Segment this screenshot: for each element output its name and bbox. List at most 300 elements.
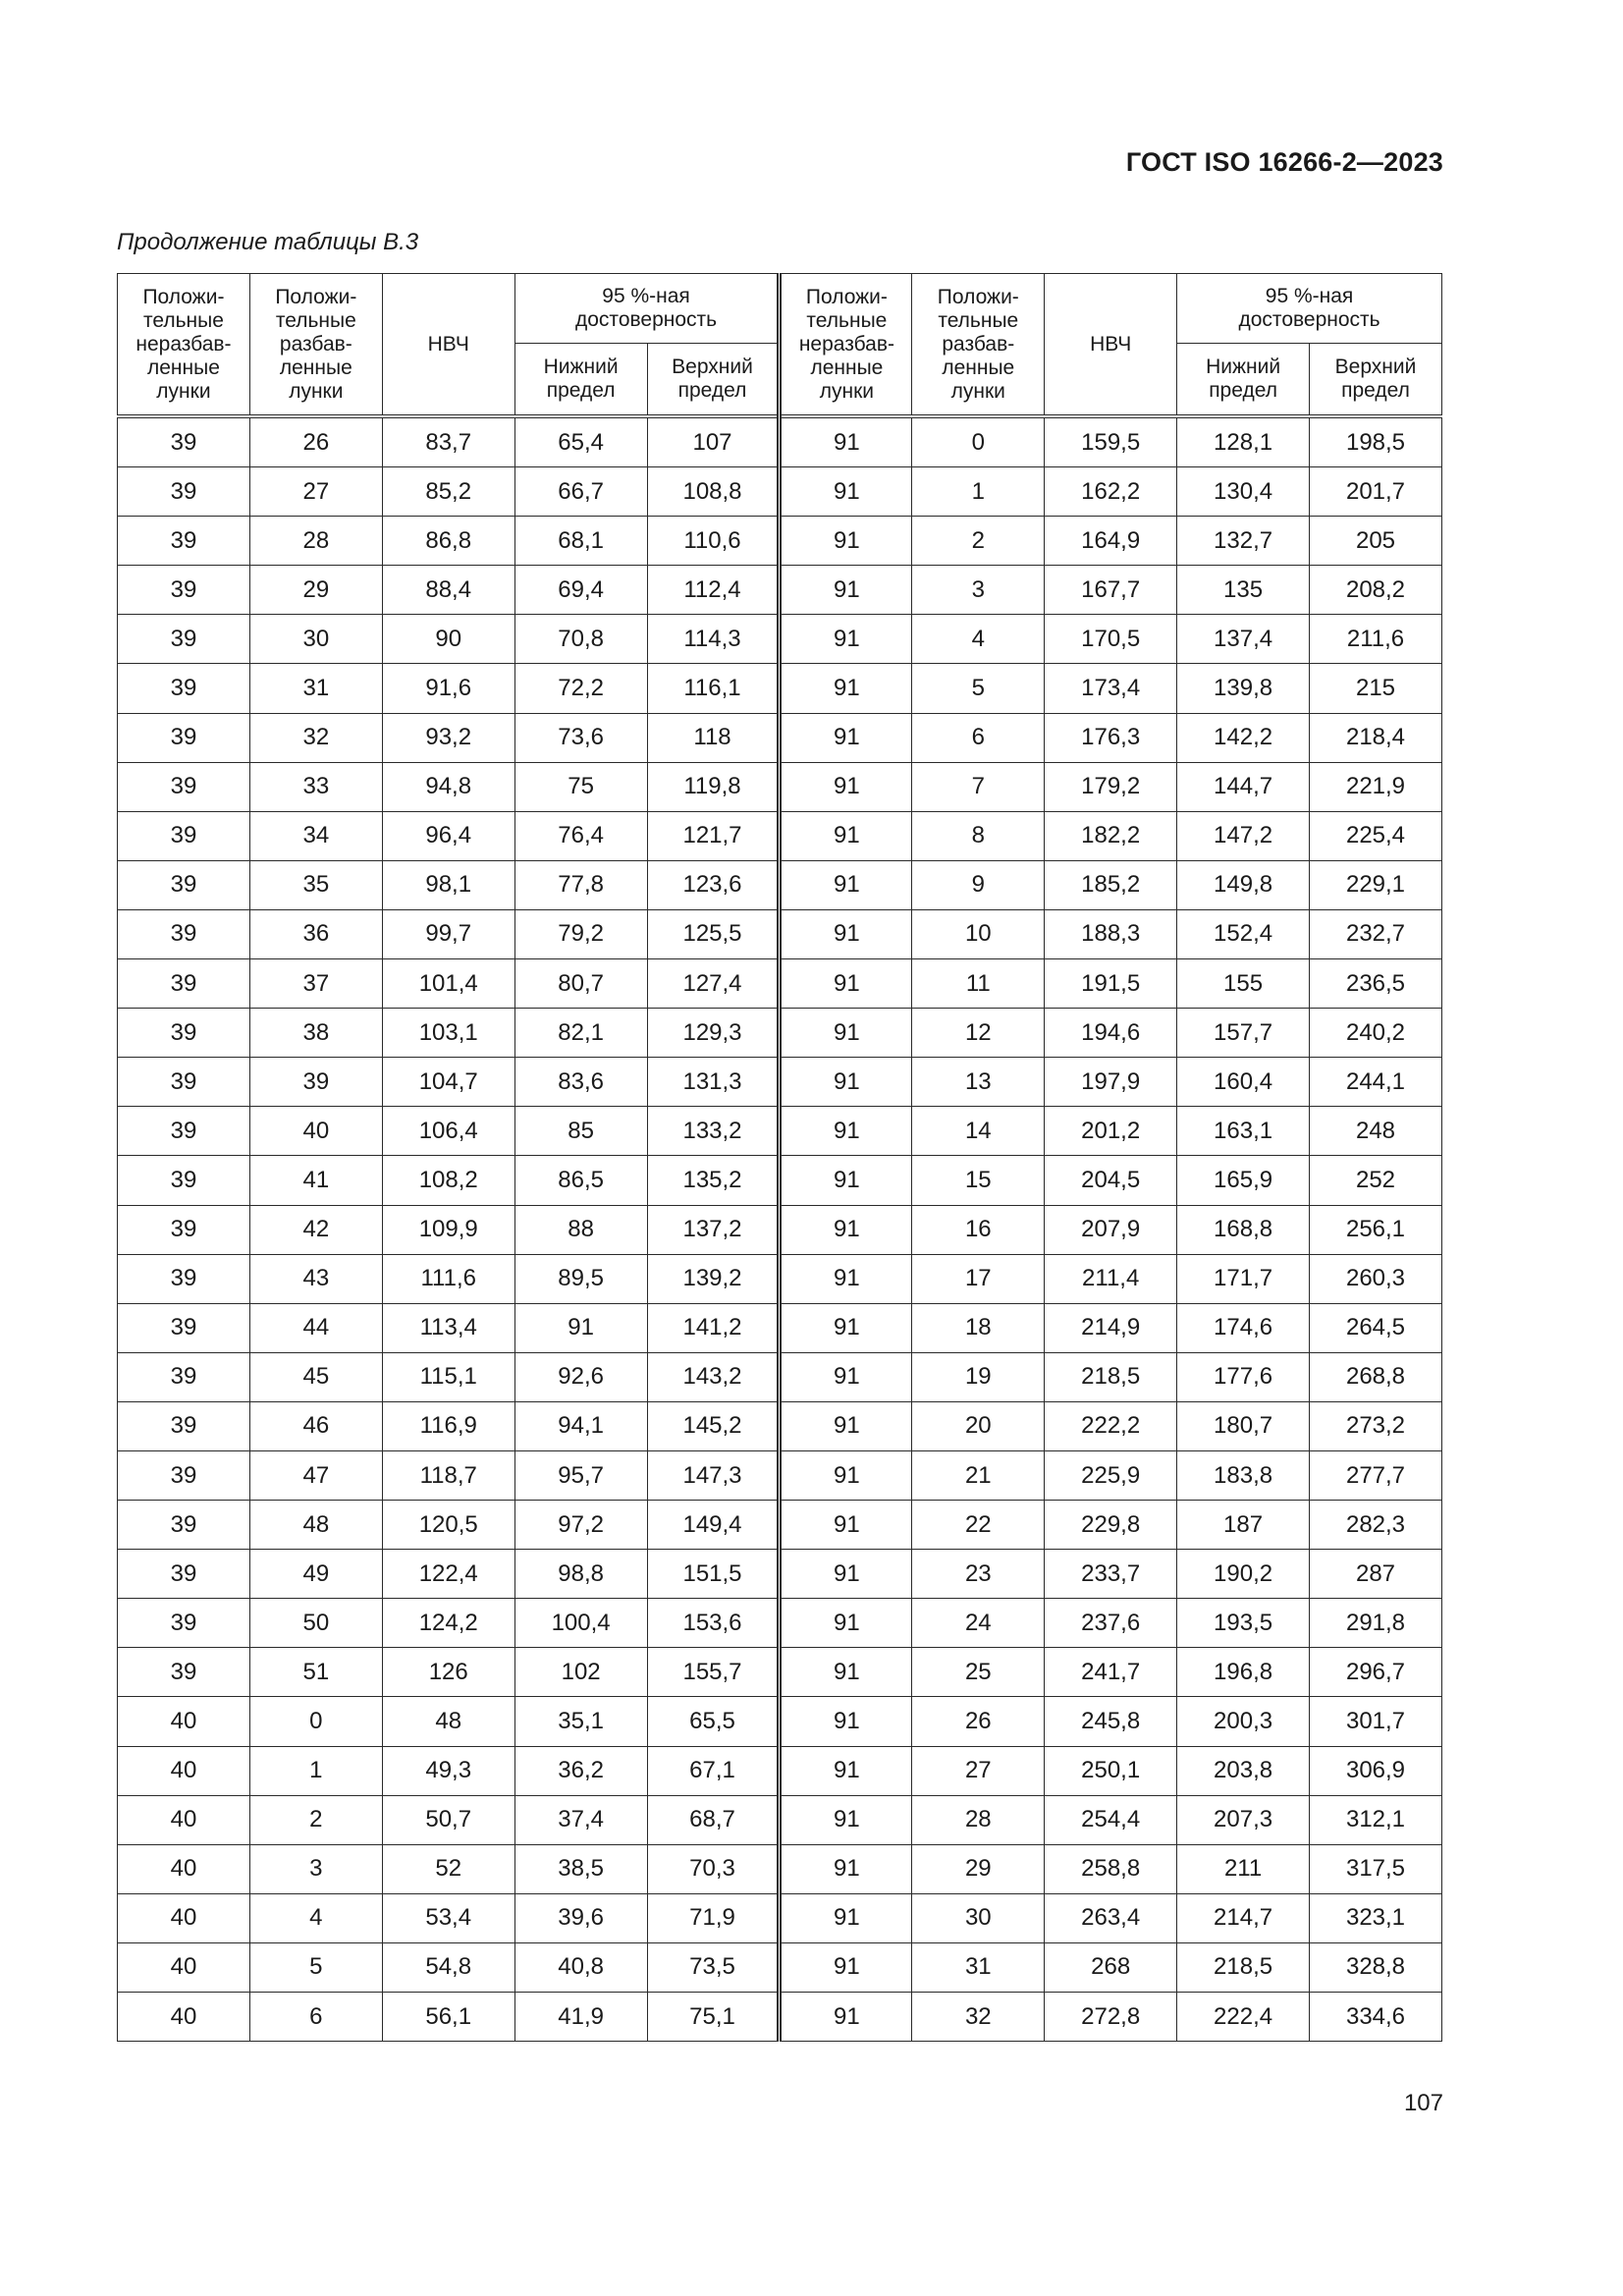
table-cell: 196,8	[1177, 1648, 1310, 1697]
table-cell: 137,2	[647, 1205, 780, 1254]
table-cell: 91	[780, 467, 912, 517]
table-cell: 215	[1310, 664, 1442, 713]
table-cell: 79,2	[514, 909, 647, 958]
table-cell: 37,4	[514, 1795, 647, 1844]
table-cell: 174,6	[1177, 1303, 1310, 1352]
table-cell: 91	[780, 1697, 912, 1746]
table-cell: 70,8	[514, 615, 647, 664]
table-cell: 13	[912, 1058, 1045, 1107]
table-cell: 40	[118, 1993, 250, 2042]
table-cell: 30	[249, 615, 382, 664]
table-row	[118, 1107, 1442, 1156]
table-cell: 46	[249, 1401, 382, 1450]
table-cell: 39	[118, 566, 250, 615]
table-cell: 91	[780, 1156, 912, 1205]
table-cell: 208,2	[1310, 566, 1442, 615]
table-cell: 35,1	[514, 1697, 647, 1746]
table-cell: 77,8	[514, 860, 647, 909]
table-cell: 194,6	[1045, 1009, 1177, 1058]
table-cell: 40	[118, 1746, 250, 1795]
table-cell: 222,2	[1045, 1401, 1177, 1450]
table-cell: 26	[912, 1697, 1045, 1746]
table-cell: 139,2	[647, 1254, 780, 1303]
header-positive-undiluted: Положи- тельные неразбав- ленные лунки	[118, 274, 250, 417]
table-cell: 171,7	[1177, 1254, 1310, 1303]
table-cell: 7	[912, 762, 1045, 811]
table-cell: 159,5	[1045, 416, 1177, 467]
table-cell: 91	[780, 909, 912, 958]
table-cell: 36	[249, 909, 382, 958]
table-cell: 39	[118, 959, 250, 1009]
table-cell: 187	[1177, 1501, 1310, 1550]
table-cell: 91	[780, 713, 912, 762]
table-row	[118, 517, 1442, 566]
header-positive-undiluted: Положи- тельные неразбав- ленные лунки	[780, 274, 912, 417]
table-cell: 125,5	[647, 909, 780, 958]
table-cell: 188,3	[1045, 909, 1177, 958]
table-cell: 127,4	[647, 959, 780, 1009]
table-cell: 180,7	[1177, 1401, 1310, 1450]
table-cell: 162,2	[1045, 467, 1177, 517]
table-cell: 71,9	[647, 1893, 780, 1942]
table-cell: 185,2	[1045, 860, 1177, 909]
table-cell: 91	[780, 1993, 912, 2042]
table-row	[118, 1501, 1442, 1550]
table-cell: 1	[249, 1746, 382, 1795]
table-cell: 86,5	[514, 1156, 647, 1205]
table-cell: 164,9	[1045, 517, 1177, 566]
header-upper-limit: Верхний предел	[1310, 344, 1442, 417]
table-cell: 48	[382, 1697, 514, 1746]
table-cell: 110,6	[647, 517, 780, 566]
table-row	[118, 1893, 1442, 1942]
table-row	[118, 664, 1442, 713]
table-row	[118, 909, 1442, 958]
table-cell: 92,6	[514, 1352, 647, 1401]
table-cell: 73,5	[647, 1942, 780, 1992]
table-cell: 282,3	[1310, 1501, 1442, 1550]
table-cell: 93,2	[382, 713, 514, 762]
table-cell: 91	[780, 416, 912, 467]
table-cell: 41	[249, 1156, 382, 1205]
table-cell: 91	[780, 959, 912, 1009]
table-cell: 28	[912, 1795, 1045, 1844]
table-cell: 43	[249, 1254, 382, 1303]
table-cell: 86,8	[382, 517, 514, 566]
table-cell: 91	[780, 1352, 912, 1401]
table-cell: 264,5	[1310, 1303, 1442, 1352]
header-positive-diluted: Положи- тельные разбав- ленные лунки	[912, 274, 1045, 417]
table-cell: 129,3	[647, 1009, 780, 1058]
table-cell: 96,4	[382, 811, 514, 860]
table-cell: 102	[514, 1648, 647, 1697]
table-row	[118, 860, 1442, 909]
table-cell: 107	[647, 416, 780, 467]
table-cell: 39	[118, 1058, 250, 1107]
table-cell: 35	[249, 860, 382, 909]
table-cell: 66,7	[514, 467, 647, 517]
table-cell: 153,6	[647, 1599, 780, 1648]
table-cell: 22	[912, 1501, 1045, 1550]
table-cell: 222,4	[1177, 1993, 1310, 2042]
table-cell: 39	[118, 762, 250, 811]
table-cell: 40	[118, 1942, 250, 1992]
table-cell: 149,4	[647, 1501, 780, 1550]
table-cell: 39	[118, 1648, 250, 1697]
table-cell: 101,4	[382, 959, 514, 1009]
table-cell: 2	[249, 1795, 382, 1844]
table-cell: 147,3	[647, 1450, 780, 1500]
table-cell: 18	[912, 1303, 1045, 1352]
table-cell: 306,9	[1310, 1746, 1442, 1795]
table-cell: 291,8	[1310, 1599, 1442, 1648]
table-cell: 91	[780, 1107, 912, 1156]
table-cell: 91	[780, 517, 912, 566]
table-cell: 91	[780, 1254, 912, 1303]
table-row	[118, 1993, 1442, 2042]
table-cell: 116,9	[382, 1401, 514, 1450]
table-cell: 73,6	[514, 713, 647, 762]
table-row	[118, 1401, 1442, 1450]
table-cell: 123,6	[647, 860, 780, 909]
table-cell: 167,7	[1045, 566, 1177, 615]
table-cell: 218,5	[1177, 1942, 1310, 1992]
table-cell: 0	[249, 1697, 382, 1746]
table-cell: 160,4	[1177, 1058, 1310, 1107]
table-cell: 91	[780, 1599, 912, 1648]
table-cell: 10	[912, 909, 1045, 958]
table-cell: 6	[912, 713, 1045, 762]
table-row	[118, 1205, 1442, 1254]
header-lower-limit: Нижний предел	[1177, 344, 1310, 417]
table-cell: 36,2	[514, 1746, 647, 1795]
table-cell: 76,4	[514, 811, 647, 860]
table-cell: 193,5	[1177, 1599, 1310, 1648]
table-cell: 26	[249, 416, 382, 467]
table-cell: 50,7	[382, 1795, 514, 1844]
table-cell: 39	[118, 1450, 250, 1500]
table-cell: 88	[514, 1205, 647, 1254]
table-cell: 39	[118, 1205, 250, 1254]
table-row	[118, 1550, 1442, 1599]
table-cell: 42	[249, 1205, 382, 1254]
table-cell: 39	[118, 860, 250, 909]
table-cell: 260,3	[1310, 1254, 1442, 1303]
table-cell: 91	[780, 1746, 912, 1795]
table-cell: 203,8	[1177, 1746, 1310, 1795]
table-cell: 91	[780, 1844, 912, 1893]
table-cell: 31	[249, 664, 382, 713]
table-cell: 85,2	[382, 467, 514, 517]
table-cell: 39	[118, 1303, 250, 1352]
table-cell: 24	[912, 1599, 1045, 1648]
table-cell: 113,4	[382, 1303, 514, 1352]
table-cell: 91	[780, 860, 912, 909]
table-cell: 21	[912, 1450, 1045, 1500]
table-cell: 232,7	[1310, 909, 1442, 958]
table-cell: 40	[118, 1697, 250, 1746]
table-cell: 20	[912, 1401, 1045, 1450]
table-cell: 39	[118, 1599, 250, 1648]
table-cell: 83,6	[514, 1058, 647, 1107]
table-cell: 11	[912, 959, 1045, 1009]
table-cell: 23	[912, 1550, 1045, 1599]
table-cell: 12	[912, 1009, 1045, 1058]
table-cell: 94,1	[514, 1401, 647, 1450]
table-cell: 240,2	[1310, 1009, 1442, 1058]
table-row	[118, 959, 1442, 1009]
header-mpn: НВЧ	[1045, 274, 1177, 417]
table-cell: 91	[514, 1303, 647, 1352]
table-cell: 97,2	[514, 1501, 647, 1550]
table-cell: 91	[780, 1303, 912, 1352]
table-cell: 225,4	[1310, 811, 1442, 860]
table-cell: 204,5	[1045, 1156, 1177, 1205]
table-cell: 33	[249, 762, 382, 811]
header-confidence: 95 %-ная достоверность	[1177, 274, 1442, 344]
table-cell: 124,2	[382, 1599, 514, 1648]
table-cell: 317,5	[1310, 1844, 1442, 1893]
table-cell: 32	[249, 713, 382, 762]
table-cell: 38,5	[514, 1844, 647, 1893]
table-cell: 273,2	[1310, 1401, 1442, 1450]
table-cell: 236,5	[1310, 959, 1442, 1009]
table-cell: 144,7	[1177, 762, 1310, 811]
table-row	[118, 1254, 1442, 1303]
table-cell: 39	[118, 615, 250, 664]
table-cell: 88,4	[382, 566, 514, 615]
table-cell: 241,7	[1045, 1648, 1177, 1697]
table-cell: 98,1	[382, 860, 514, 909]
table-cell: 72,2	[514, 664, 647, 713]
table-cell: 143,2	[647, 1352, 780, 1401]
table-cell: 47	[249, 1450, 382, 1500]
table-cell: 67,1	[647, 1746, 780, 1795]
table-cell: 245,8	[1045, 1697, 1177, 1746]
header-mpn: НВЧ	[382, 274, 514, 417]
table-row	[118, 762, 1442, 811]
table-cell: 250,1	[1045, 1746, 1177, 1795]
header-upper-limit: Верхний предел	[647, 344, 780, 417]
table-cell: 39	[249, 1058, 382, 1107]
table-row	[118, 1648, 1442, 1697]
table-row	[118, 1156, 1442, 1205]
table-cell: 272,8	[1045, 1993, 1177, 2042]
table-cell: 83,7	[382, 416, 514, 467]
table-cell: 65,4	[514, 416, 647, 467]
table-cell: 177,6	[1177, 1352, 1310, 1401]
table-cell: 258,8	[1045, 1844, 1177, 1893]
table-cell: 218,5	[1045, 1352, 1177, 1401]
table-cell: 45	[249, 1352, 382, 1401]
table-cell: 94,8	[382, 762, 514, 811]
table-cell: 99,7	[382, 909, 514, 958]
mpn-table	[117, 273, 1442, 2042]
table-cell: 139,8	[1177, 664, 1310, 713]
table-cell: 31	[912, 1942, 1045, 1992]
table-cell: 14	[912, 1107, 1045, 1156]
table-cell: 115,1	[382, 1352, 514, 1401]
table-cell: 39	[118, 1009, 250, 1058]
table-cell: 108,2	[382, 1156, 514, 1205]
table-cell: 149,8	[1177, 860, 1310, 909]
table-cell: 147,2	[1177, 811, 1310, 860]
table-cell: 3	[912, 566, 1045, 615]
table-cell: 39	[118, 467, 250, 517]
table-cell: 151,5	[647, 1550, 780, 1599]
table-cell: 53,4	[382, 1893, 514, 1942]
table-cell: 207,3	[1177, 1795, 1310, 1844]
table-cell: 201,2	[1045, 1107, 1177, 1156]
table-cell: 170,5	[1045, 615, 1177, 664]
table-cell: 40,8	[514, 1942, 647, 1992]
table-cell: 108,8	[647, 467, 780, 517]
table-cell: 39	[118, 664, 250, 713]
table-cell: 38	[249, 1009, 382, 1058]
table-cell: 91	[780, 1058, 912, 1107]
table-cell: 334,6	[1310, 1993, 1442, 2042]
table-cell: 40	[118, 1795, 250, 1844]
table-cell: 126	[382, 1648, 514, 1697]
table-cell: 137,4	[1177, 615, 1310, 664]
table-cell: 98,8	[514, 1550, 647, 1599]
table-cell: 114,3	[647, 615, 780, 664]
table-cell: 56,1	[382, 1993, 514, 2042]
table-cell: 109,9	[382, 1205, 514, 1254]
header-lower-limit: Нижний предел	[514, 344, 647, 417]
table-cell: 5	[249, 1942, 382, 1992]
table-row	[118, 1352, 1442, 1401]
table-cell: 179,2	[1045, 762, 1177, 811]
table-cell: 252	[1310, 1156, 1442, 1205]
table-cell: 312,1	[1310, 1795, 1442, 1844]
table-cell: 254,4	[1045, 1795, 1177, 1844]
table-cell: 128,1	[1177, 416, 1310, 467]
table-row	[118, 1844, 1442, 1893]
table-cell: 68,7	[647, 1795, 780, 1844]
table-cell: 198,5	[1310, 416, 1442, 467]
table-cell: 91	[780, 1550, 912, 1599]
table-cell: 39	[118, 416, 250, 467]
table-cell: 218,4	[1310, 713, 1442, 762]
table-cell: 103,1	[382, 1009, 514, 1058]
table-cell: 112,4	[647, 566, 780, 615]
table-cell: 183,8	[1177, 1450, 1310, 1500]
table-cell: 182,2	[1045, 811, 1177, 860]
table-cell: 1	[912, 467, 1045, 517]
table-cell: 200,3	[1177, 1697, 1310, 1746]
table-cell: 277,7	[1310, 1450, 1442, 1500]
table-row	[118, 1746, 1442, 1795]
table-cell: 0	[912, 416, 1045, 467]
table-cell: 328,8	[1310, 1942, 1442, 1992]
table-cell: 91	[780, 1648, 912, 1697]
table-caption: Продолжение таблицы В.3	[117, 229, 419, 255]
table-cell: 39	[118, 811, 250, 860]
table-cell: 211	[1177, 1844, 1310, 1893]
table-cell: 6	[249, 1993, 382, 2042]
table-cell: 157,7	[1177, 1009, 1310, 1058]
table-cell: 233,7	[1045, 1550, 1177, 1599]
table-cell: 191,5	[1045, 959, 1177, 1009]
table-cell: 91	[780, 811, 912, 860]
table-cell: 27	[249, 467, 382, 517]
table-row	[118, 713, 1442, 762]
table-cell: 29	[249, 566, 382, 615]
table-cell: 141,2	[647, 1303, 780, 1352]
table-cell: 48	[249, 1501, 382, 1550]
table-cell: 104,7	[382, 1058, 514, 1107]
table-cell: 287	[1310, 1550, 1442, 1599]
table-cell: 323,1	[1310, 1893, 1442, 1942]
table-row	[118, 467, 1442, 517]
table-body	[118, 416, 1442, 2042]
table-cell: 50	[249, 1599, 382, 1648]
table-cell: 39	[118, 909, 250, 958]
table-row	[118, 1942, 1442, 1992]
document-code: ГОСТ ISO 16266-2—2023	[1125, 147, 1443, 177]
table-cell: 91	[780, 1501, 912, 1550]
table-cell: 122,4	[382, 1550, 514, 1599]
table-cell: 29	[912, 1844, 1045, 1893]
table-row	[118, 1795, 1442, 1844]
table-cell: 40	[249, 1107, 382, 1156]
table-cell: 165,9	[1177, 1156, 1310, 1205]
table-cell: 39	[118, 713, 250, 762]
table-cell: 4	[912, 615, 1045, 664]
table-cell: 40	[118, 1844, 250, 1893]
table-cell: 116,1	[647, 664, 780, 713]
table-row	[118, 566, 1442, 615]
table-cell: 39	[118, 1401, 250, 1450]
table-cell: 91	[780, 1401, 912, 1450]
table-cell: 5	[912, 664, 1045, 713]
table-cell: 91	[780, 1893, 912, 1942]
table-cell: 91	[780, 1009, 912, 1058]
table-row	[118, 1303, 1442, 1352]
table-cell: 4	[249, 1893, 382, 1942]
table-cell: 91	[780, 762, 912, 811]
table-cell: 118	[647, 713, 780, 762]
table-cell: 197,9	[1045, 1058, 1177, 1107]
table-cell: 16	[912, 1205, 1045, 1254]
table-cell: 39	[118, 517, 250, 566]
table-cell: 256,1	[1310, 1205, 1442, 1254]
table-cell: 39,6	[514, 1893, 647, 1942]
table-cell: 207,9	[1045, 1205, 1177, 1254]
table-cell: 145,2	[647, 1401, 780, 1450]
table-cell: 69,4	[514, 566, 647, 615]
table-cell: 70,3	[647, 1844, 780, 1893]
table-cell: 32	[912, 1993, 1045, 2042]
table-cell: 229,8	[1045, 1501, 1177, 1550]
table-cell: 49,3	[382, 1746, 514, 1795]
table-cell: 91	[780, 664, 912, 713]
table-row	[118, 1599, 1442, 1648]
table-row	[118, 1450, 1442, 1500]
table-cell: 142,2	[1177, 713, 1310, 762]
table-cell: 39	[118, 1550, 250, 1599]
table-cell: 173,4	[1045, 664, 1177, 713]
table-row	[118, 811, 1442, 860]
table-cell: 90	[382, 615, 514, 664]
table-cell: 91	[780, 1795, 912, 1844]
table-cell: 214,7	[1177, 1893, 1310, 1942]
page-number: 107	[1403, 2090, 1443, 2116]
table-cell: 65,5	[647, 1697, 780, 1746]
table-row	[118, 1058, 1442, 1107]
table-cell: 27	[912, 1746, 1045, 1795]
